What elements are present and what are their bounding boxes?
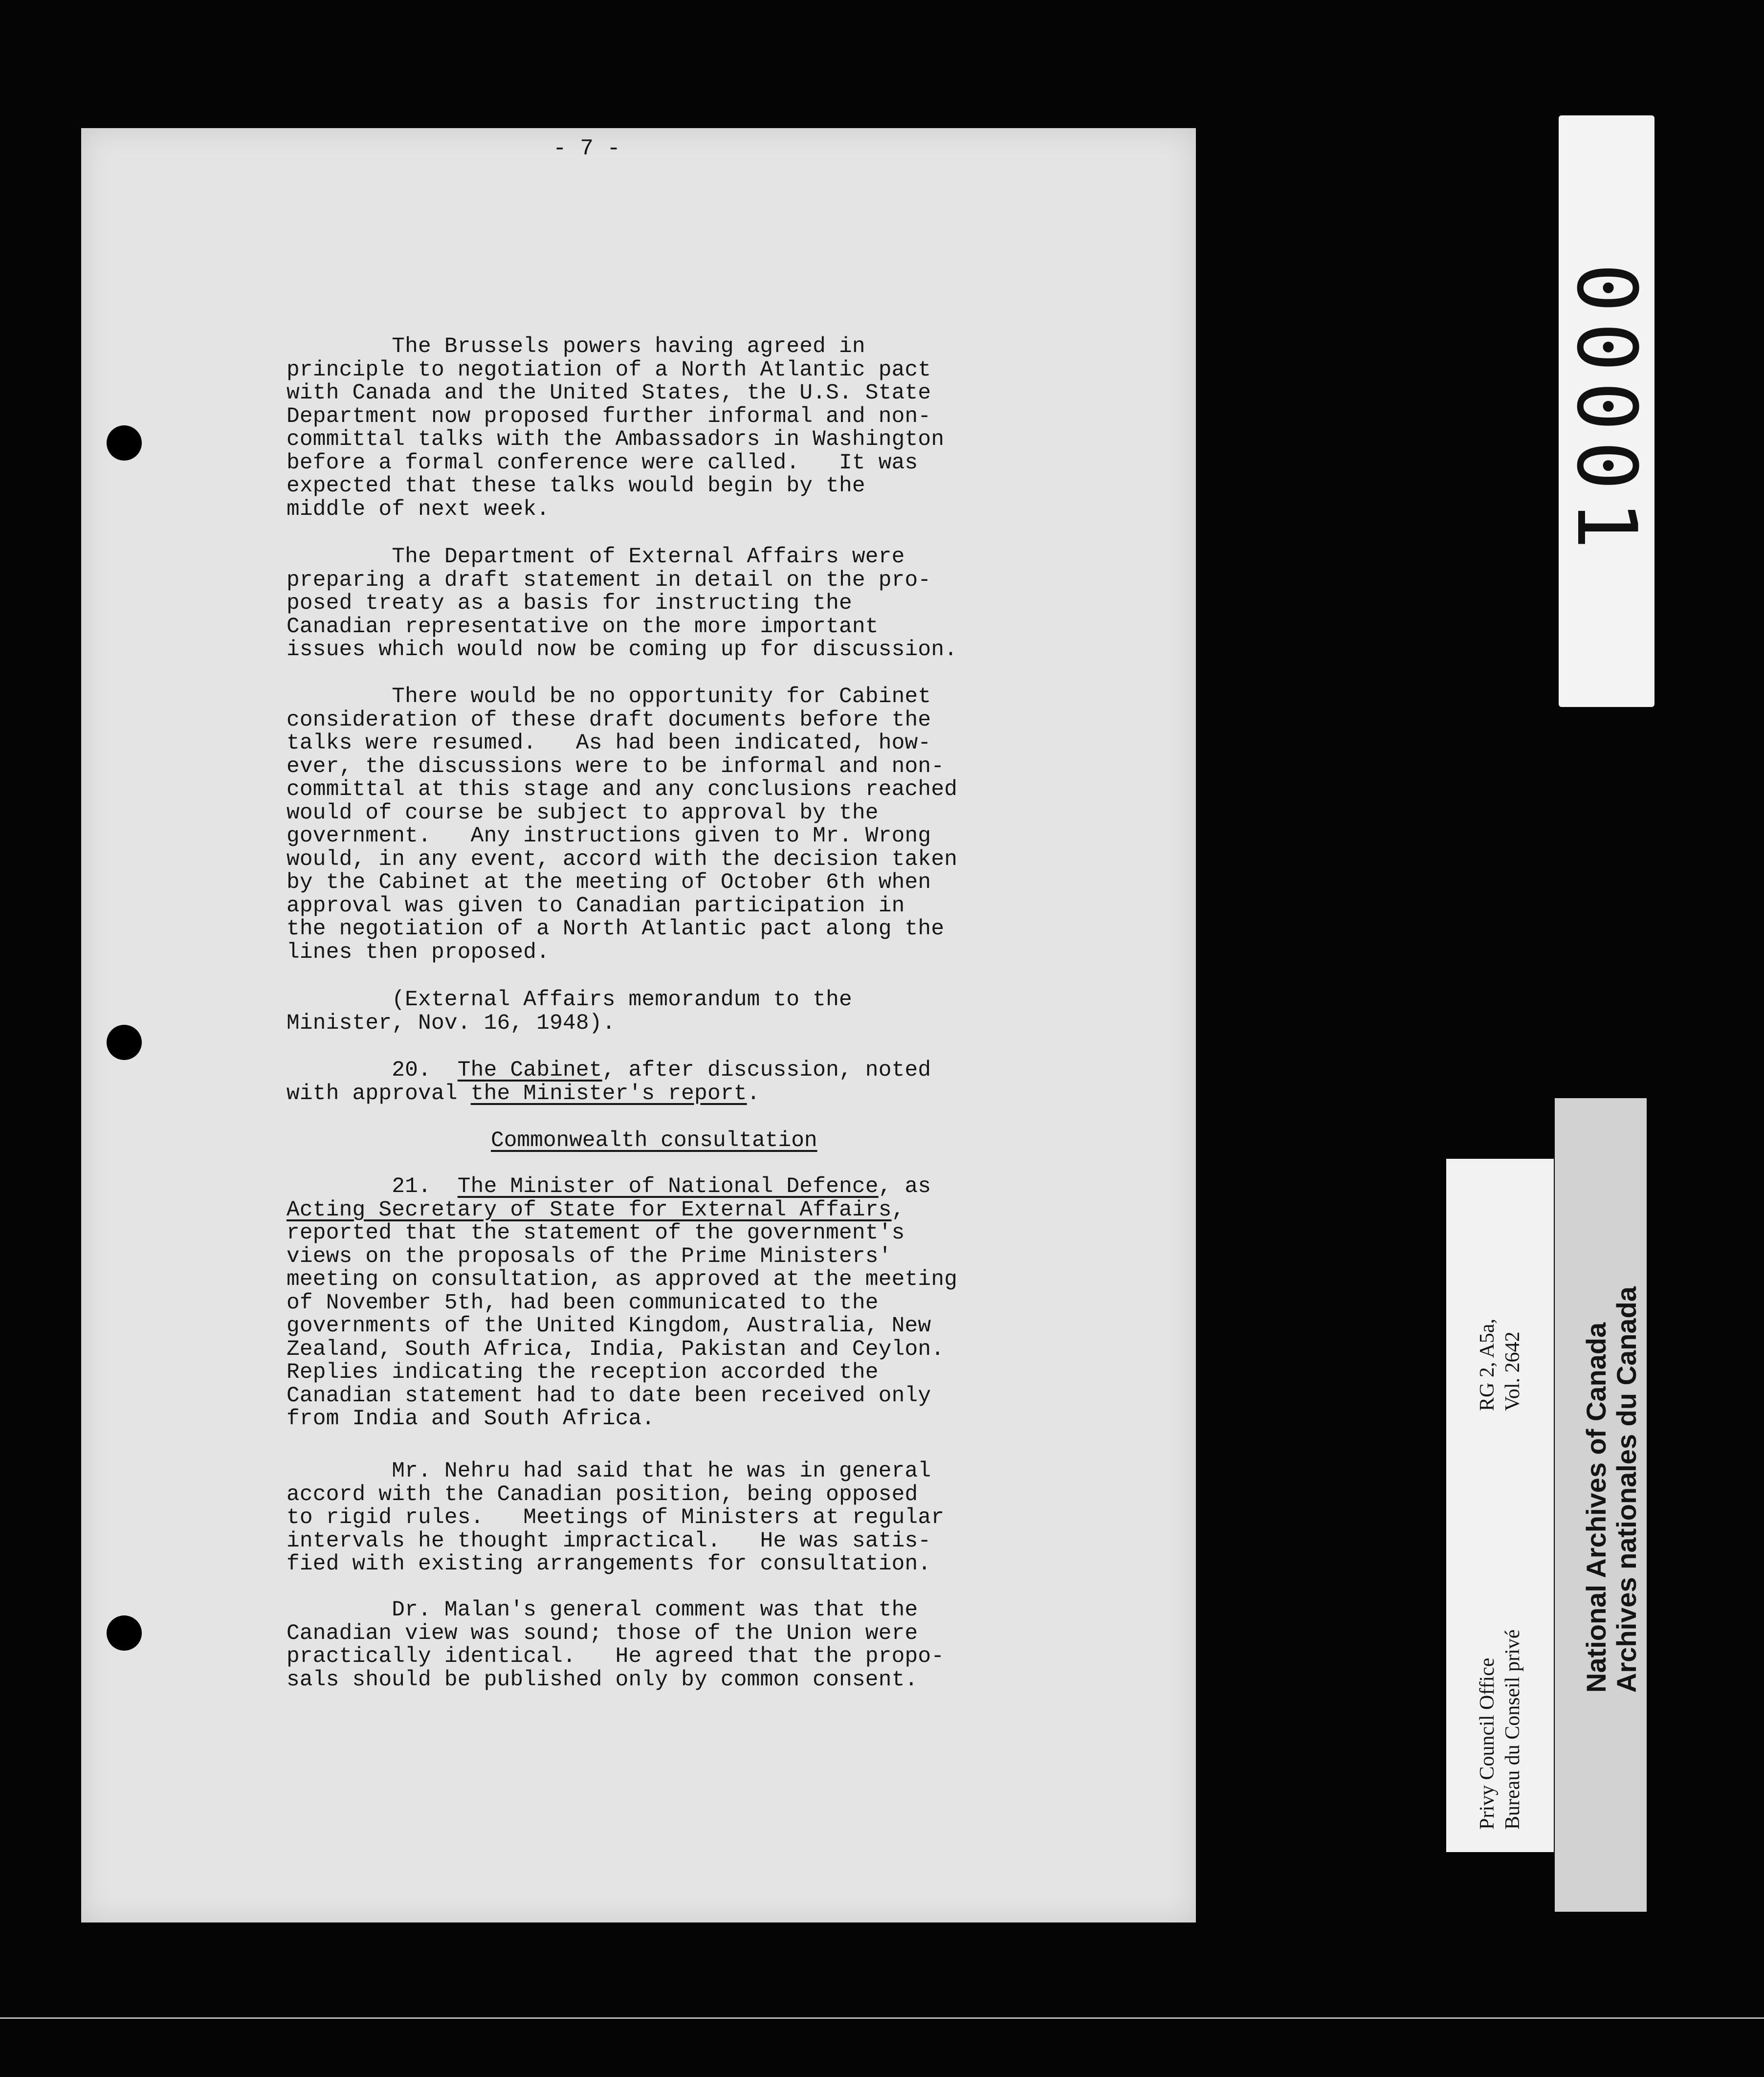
line-end: . (747, 1081, 760, 1106)
record-group-ref: RG 2, A5a, (1476, 1319, 1499, 1411)
frame-number: 00001 (1559, 263, 1654, 559)
subject-acting-secretary: Acting Secretary of State for External Affairs (287, 1197, 892, 1222)
object-ministers-report: the Minister's report (470, 1081, 747, 1106)
subject-minister-national-defence: The Minister of National Defence (457, 1174, 879, 1199)
volume-ref: Vol. 2642 (1501, 1331, 1524, 1411)
paragraph-draft-statement: The Department of External Affairs were preparing a draft statement in detail on the pro- posed treaty as a basis for instructing the Canadian representative on the more important issues which would now be coming up for discussion. (287, 545, 958, 662)
paragraph-body: reported that the statement of the government's views on the proposals of the Prime Ministers' meeting on consultation, as approved at the meeting of November 5th, had been communicated to the governments of the United Kingdom, Australia, New Zealand, South Africa, India, Pakistan and Ceylon. Replies indicating the reception accorded the Canadian statement had to date been received only from India and South Africa. (287, 1221, 958, 1431)
line-rest: , (891, 1197, 905, 1222)
line-rest: , after discussion, noted (602, 1058, 931, 1083)
frame-number-stamp (1559, 115, 1654, 707)
punch-hole-top (107, 425, 142, 461)
paragraph-cabinet-noted (287, 1059, 1088, 1105)
section-heading-commonwealth: Commonwealth consultation (491, 1128, 817, 1153)
paragraph-minister-national-defence (287, 1175, 1088, 1431)
line-prefix: with approval (287, 1081, 471, 1106)
subject-the-cabinet: The Cabinet (457, 1058, 602, 1083)
film-edge-line (0, 2017, 1764, 2019)
item-number-21: 21. (287, 1174, 458, 1199)
punch-hole-middle (107, 1025, 142, 1060)
paragraph-nehru: Mr. Nehru had said that he was in general accord with the Canadian position, being opposed to rigid rules. Meetings of Ministers at regular intervals he thought impractical. He was satis- fied with existing arrangements for consultation. (287, 1459, 945, 1576)
office-name-en: Privy Council Office (1476, 1657, 1499, 1830)
archives-name-en: National Archives of Canada (1581, 1322, 1611, 1693)
paragraph-malan: Dr. Malan's general comment was that the Canadian view was sound; those of the Union were practically identical. He agreed that the propo- sals should be published only by common consent. (287, 1598, 945, 1692)
punch-hole-bottom (107, 1615, 142, 1651)
line-rest: , as (878, 1174, 931, 1199)
page-number: - 7 - (552, 136, 621, 161)
paragraph-memorandum-reference: (External Affairs memorandum to the Minister, Nov. 16, 1948). (287, 988, 852, 1036)
archives-name-fr: Archives nationales du Canada (1611, 1286, 1642, 1693)
paragraph-cabinet-consideration: There would be no opportunity for Cabinet consideration of these draft documents before the talks were resumed. As had been indicated, how- ever, the discussions were to be informal and non- committal at this stage and any conclusions reached would of course be subject to approval by the government. Any instructions given to Mr. Wrong would, in any event, accord with the decision taken by the Cabinet at the meeting of October 6th when approval was given to Canadian participation in the negotiation of a North Atlantic pact along the lines then proposed. (287, 685, 958, 965)
paragraph-brussels-powers: The Brussels powers having agreed in principle to negotiation of a North Atlantic pact with Canada and the United States, the U.S. State Department now proposed further informal and non- committal talks with the Ambassadors in Washington before a formal conference were called. It was expected that these talks would begin by the middle of next week. (287, 334, 945, 522)
office-name-fr: Bureau du Conseil privé (1501, 1629, 1524, 1830)
archive-reference-label (1446, 1159, 1554, 1852)
item-number-20: 20. (287, 1058, 458, 1083)
